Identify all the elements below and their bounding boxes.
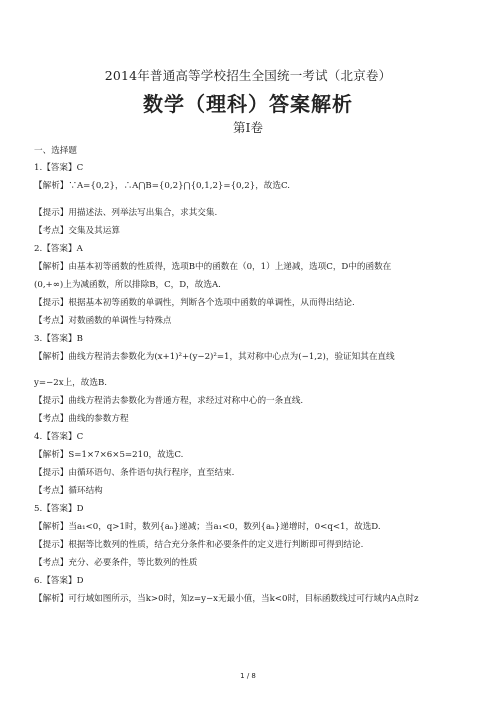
- question-analysis: 【解析】可行域如图所示，当k>0时，知z=y−x无最小值，当k<0时，目标函数线过可行域内A点时z: [34, 594, 419, 604]
- question-topic: 【考点】对数函数的单调性与特殊点: [34, 316, 172, 326]
- question-analysis: 【解析】∵A={0,2}，∴A⋂B={0,2}⋂{0,1,2}={0,2}，故选C.: [34, 181, 290, 191]
- question-hint: 【提示】用描述法、列举法写出集合，求其交集.: [34, 208, 218, 218]
- question-hint: 【提示】根据基本初等函数的单调性，判断各个选项中函数的单调性，从而得出结论.: [34, 298, 355, 308]
- question-topic: 【考点】交集及其运算: [34, 226, 120, 236]
- question-hint: 【提示】曲线方程消去参数化为普通方程，求经过对称中心的一条直线.: [34, 396, 304, 406]
- question-answer: 5.【答案】D: [34, 504, 84, 514]
- question-hint: 【提示】根据等比数列的性质，结合充分条件和必要条件的定义进行判断即可得到结论.: [34, 540, 364, 550]
- question-topic: 【考点】充分、必要条件，等比数列的性质: [34, 558, 198, 568]
- question-answer: 1.【答案】C: [34, 163, 84, 173]
- question-answer: 4.【答案】C: [34, 432, 84, 442]
- question-answer: 2.【答案】A: [34, 244, 83, 254]
- question-answer: 6.【答案】D: [34, 576, 84, 586]
- page-number: 1 / 8: [240, 672, 256, 680]
- question-analysis: 【解析】当a₁<0，q>1时，数列{aₙ}递减；当a₁<0，数列{aₙ}递增时，0<q<1，故选D.: [34, 522, 381, 532]
- document-title: 数学（理科）答案解析: [143, 92, 353, 116]
- exam-title: 2014年普通高等学校招生全国统一考试（北京卷）: [104, 68, 392, 83]
- question-topic: 【考点】循环结构: [34, 486, 103, 496]
- question-analysis: 【解析】曲线方程消去参数化为(x+1)²+(y−2)²=1，其对称中心点为(−1,2)，验证知其在直线: [34, 352, 395, 362]
- section-heading: 一、选择题: [34, 146, 77, 156]
- question-analysis-cont: (0,+∞)上为减函数，所以排除B，C，D，故选A.: [34, 280, 221, 290]
- question-hint: 【提示】由循环语句、条件语句执行程序，直至结束.: [34, 468, 235, 478]
- volume-heading: 第Ⅰ卷: [233, 120, 263, 135]
- question-analysis: 【解析】S=1×7×6×5=210，故选C.: [34, 450, 184, 460]
- question-analysis-cont: y=−2x上，故选B.: [34, 378, 107, 388]
- question-answer: 3.【答案】B: [34, 334, 83, 344]
- question-topic: 【考点】曲线的参数方程: [34, 414, 129, 424]
- question-analysis: 【解析】由基本初等函数的性质得，选项B中的函数在（0，1）上递减，选项C，D中的函数在: [34, 262, 392, 272]
